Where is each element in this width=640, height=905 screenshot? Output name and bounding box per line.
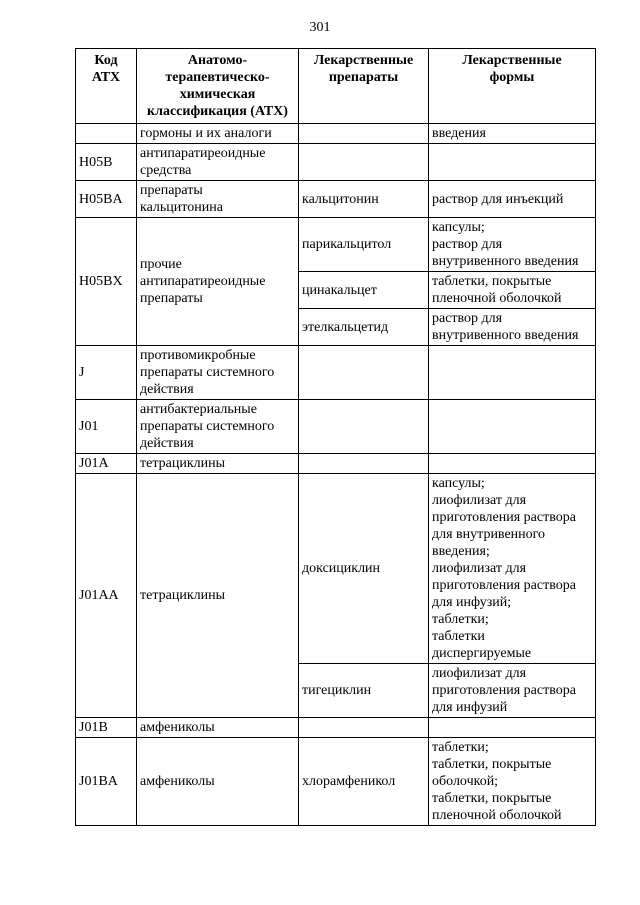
cell-code: H05BA — [76, 181, 137, 218]
table-row — [76, 218, 596, 272]
cell-form: раствор для инъекций — [429, 181, 596, 218]
cell-code: J01 — [76, 400, 137, 454]
cell-code: J01A — [76, 454, 137, 474]
table-row — [76, 181, 596, 218]
cell-class: гормоны и их аналоги — [137, 124, 299, 144]
cell-class: тетрациклины — [137, 454, 299, 474]
cell-code: H05B — [76, 144, 137, 181]
cell-class: прочие антипаратиреоидные препараты — [137, 218, 299, 346]
cell-drug: хлорамфеникол — [299, 738, 429, 826]
cell-class: тетрациклины — [137, 474, 299, 718]
cell-drug — [299, 400, 429, 454]
cell-form — [429, 346, 596, 400]
table-row — [76, 738, 596, 826]
table-row — [76, 400, 596, 454]
cell-form — [429, 718, 596, 738]
table-row — [76, 144, 596, 181]
cell-form: введения — [429, 124, 596, 144]
cell-drug: этелкальцетид — [299, 309, 429, 346]
page-number: 301 — [309, 20, 331, 35]
cell-form: капсулы; лиофилизат для приготовления раствора для внутривенного введения; лиофилизат для приготовления раствора для инфузий; таблетки; таблетки диспергируемые — [429, 474, 596, 664]
cell-drug: цинакальцет — [299, 272, 429, 309]
cell-form — [429, 454, 596, 474]
cell-drug: тигециклин — [299, 664, 429, 718]
cell-code — [76, 124, 137, 144]
cell-code: H05BX — [76, 218, 137, 346]
cell-drug — [299, 144, 429, 181]
cell-drug: кальцитонин — [299, 181, 429, 218]
header-class: Анатомо- терапевтическо- химическая классификация (АТХ) — [137, 49, 299, 124]
table-row — [76, 718, 596, 738]
cell-drug — [299, 124, 429, 144]
cell-drug — [299, 346, 429, 400]
table-row — [76, 474, 596, 664]
cell-class: антипаратиреоидные средства — [137, 144, 299, 181]
cell-form: капсулы; раствор для внутривенного введения — [429, 218, 596, 272]
cell-form: таблетки, покрытые пленочной оболочкой — [429, 272, 596, 309]
cell-class: противомикробные препараты системного действия — [137, 346, 299, 400]
table-header-row — [76, 49, 596, 124]
cell-form: раствор для внутривенного введения — [429, 309, 596, 346]
cell-code: J01B — [76, 718, 137, 738]
cell-form — [429, 144, 596, 181]
cell-drug — [299, 454, 429, 474]
cell-form: лиофилизат для приготовления раствора для инфузий — [429, 664, 596, 718]
header-drug: Лекарственные препараты — [299, 49, 429, 124]
cell-class: антибактериальные препараты системного действия — [137, 400, 299, 454]
cell-drug — [299, 718, 429, 738]
cell-form — [429, 400, 596, 454]
table-row — [76, 124, 596, 144]
cell-code: J01AA — [76, 474, 137, 718]
cell-form: таблетки; таблетки, покрытые оболочкой; таблетки, покрытые пленочной оболочкой — [429, 738, 596, 826]
cell-code: J — [76, 346, 137, 400]
table-row — [76, 454, 596, 474]
cell-code: J01BA — [76, 738, 137, 826]
cell-class: амфениколы — [137, 738, 299, 826]
cell-class: амфениколы — [137, 718, 299, 738]
drug-table — [75, 48, 596, 826]
table-row — [76, 346, 596, 400]
cell-drug: доксициклин — [299, 474, 429, 664]
cell-class: препараты кальцитонина — [137, 181, 299, 218]
header-code: Код АТХ — [76, 49, 137, 124]
header-form: Лекарственные формы — [429, 49, 596, 124]
cell-drug: парикальцитол — [299, 218, 429, 272]
